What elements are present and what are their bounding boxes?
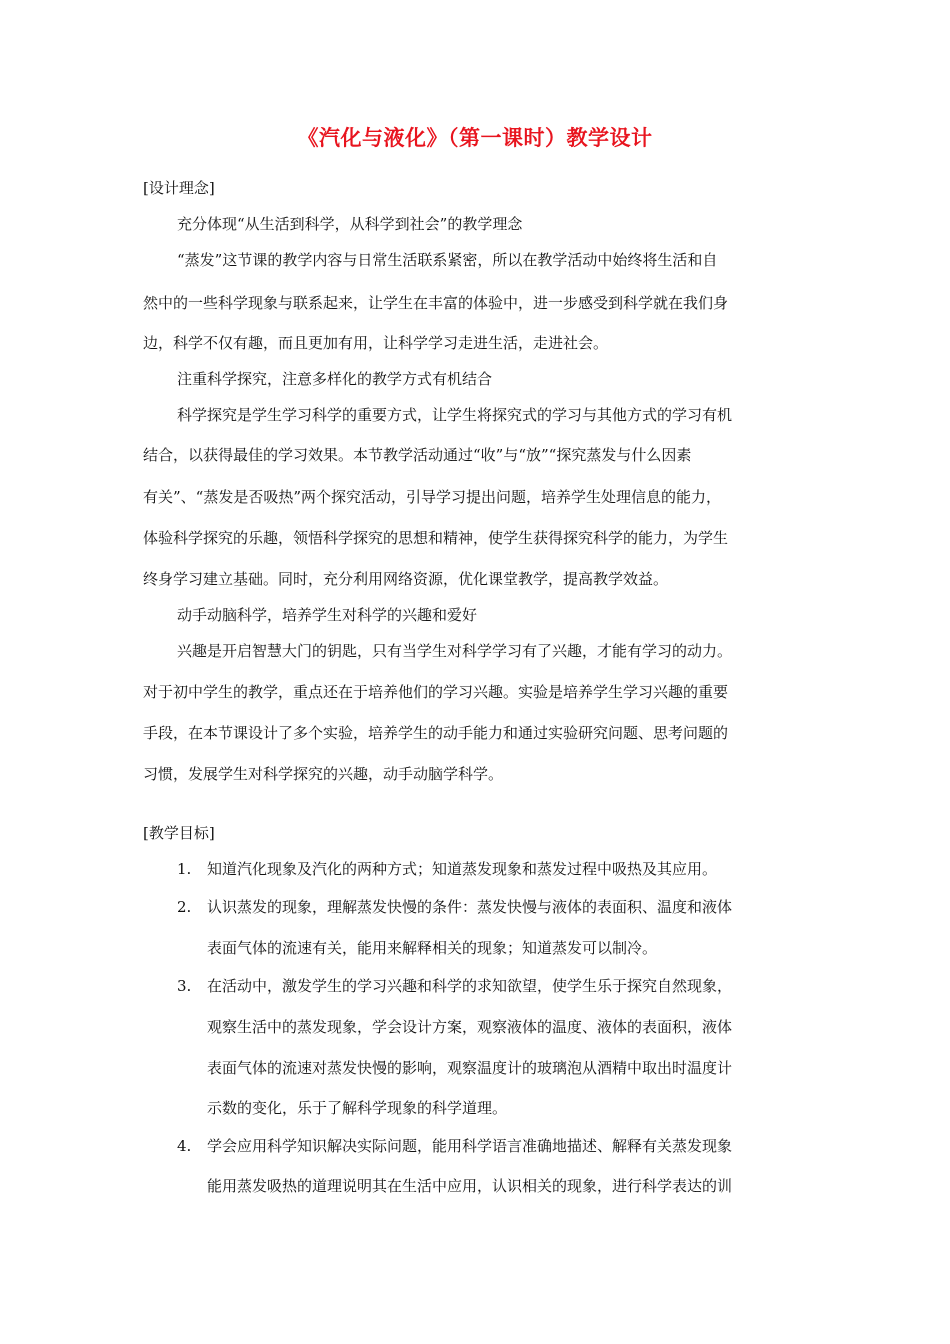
list-item-number: 3.	[177, 977, 192, 995]
subheading-from-life-to-science: 充分体现“从生活到科学，从科学到社会”的教学理念	[177, 215, 523, 233]
paragraph-line: 结合，以获得最佳的学习效果。本节教学活动通过“收”与“放”“探究蒸发与什么因素	[143, 446, 692, 464]
subheading-scientific-inquiry: 注重科学探究，注意多样化的教学方式有机结合	[177, 370, 493, 388]
list-item-number: 1.	[177, 860, 192, 878]
list-item-line: 知道汽化现象及汽化的两种方式；知道蒸发现象和蒸发过程中吸热及其应用。	[207, 860, 718, 878]
paragraph-line: 边，科学不仅有趣，而且更加有用，让科学学习走进生活，走进社会。	[143, 334, 609, 352]
section-heading-design-concept: [设计理念]	[143, 179, 215, 197]
paragraph-line: 体验科学探究的乐趣，领悟科学探究的思想和精神，使学生获得探究科学的能力，为学生	[143, 529, 729, 547]
list-item-line: 观察生活中的蒸发现象，学会设计方案，观察液体的温度、液体的表面积，液体	[207, 1018, 733, 1036]
list-item-line: 在活动中，激发学生的学习兴趣和科学的求知欲望，使学生乐于探究自然现象，	[207, 977, 733, 995]
paragraph-line: 对于初中学生的教学，重点还在于培养他们的学习兴趣。实验是培养学生学习兴趣的重要	[143, 683, 729, 701]
list-item-line: 表面气体的流速对蒸发快慢的影响，观察温度计的玻璃泡从酒精中取出时温度计	[207, 1059, 733, 1077]
paragraph-line: 终身学习建立基础。同时，充分利用网络资源，优化课堂教学，提高教学效益。	[143, 570, 669, 588]
list-item-line: 能用蒸发吸热的道理说明其在生活中应用，认识相关的现象，进行科学表达的训	[207, 1177, 733, 1195]
paragraph-line: 兴趣是开启智慧大门的钥匙，只有当学生对科学学习有了兴趣，才能有学习的动力。	[177, 642, 733, 660]
list-item-number: 2.	[177, 898, 192, 916]
list-item-line: 表面气体的流速有关，能用来解释相关的现象；知道蒸发可以制冷。	[207, 939, 658, 957]
list-item-line: 认识蒸发的现象，理解蒸发快慢的条件：蒸发快慢与液体的表面积、温度和液体	[207, 898, 733, 916]
document-title: 《汽化与液化》（第一课时）教学设计	[297, 125, 653, 150]
section-heading-teaching-objectives: [教学目标]	[143, 824, 215, 842]
paragraph-line: “蒸发”这节课的教学内容与日常生活联系紧密，所以在教学活动中始终将生活和自	[177, 251, 718, 269]
paragraph-line: 习惯，发展学生对科学探究的兴趣，动手动脑学科学。	[143, 765, 504, 783]
paragraph-line: 然中的一些科学现象与联系起来，让学生在丰富的体验中，进一步感受到科学就在我们身	[143, 294, 729, 312]
list-item-number: 4.	[177, 1137, 192, 1155]
list-item-line: 学会应用科学知识解决实际问题，能用科学语言准确地描述、解释有关蒸发现象	[207, 1137, 733, 1155]
paragraph-line: 有关”、“蒸发是否吸热”两个探究活动，引导学习提出问题，培养学生处理信息的能力，	[143, 488, 722, 506]
list-item-line: 示数的变化，乐于了解科学现象的科学道理。	[207, 1099, 508, 1117]
subheading-hands-on-science: 动手动脑科学，培养学生对科学的兴趣和爱好	[177, 606, 478, 624]
paragraph-line: 科学探究是学生学习科学的重要方式，让学生将探究式的学习与其他方式的学习有机	[177, 406, 733, 424]
paragraph-line: 手段，在本节课设计了多个实验，培养学生的动手能力和通过实验研究问题、思考问题的	[143, 724, 729, 742]
